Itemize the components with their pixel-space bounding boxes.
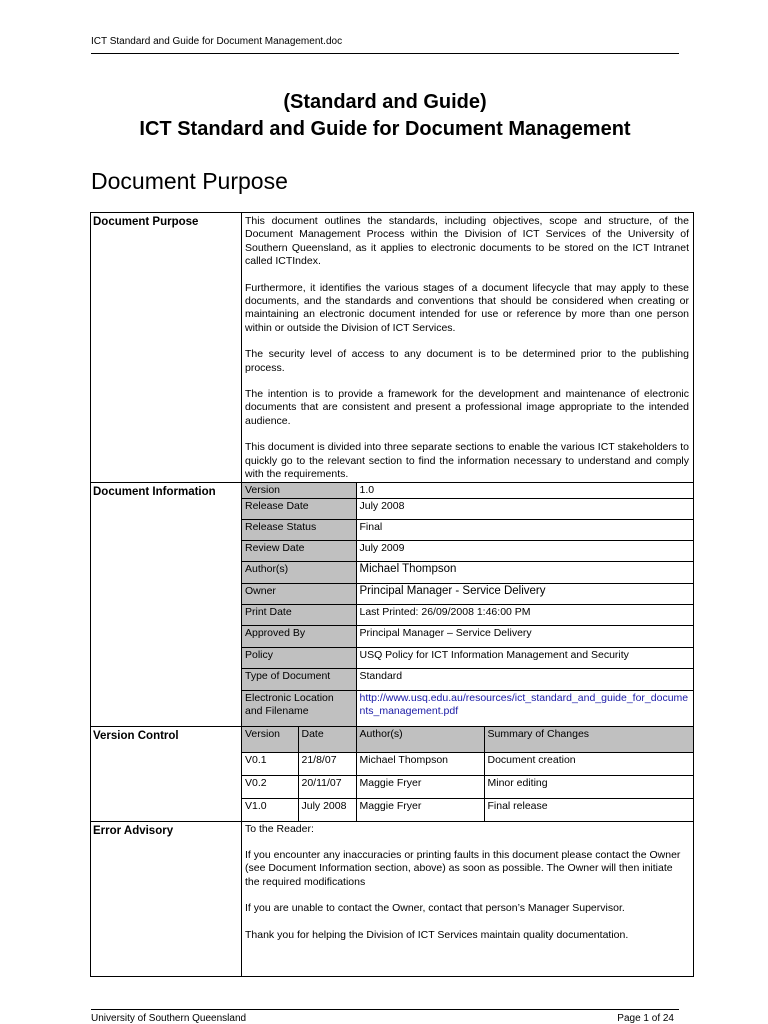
info-row-location [242,691,693,726]
info-row-release-date [242,499,693,520]
purpose-text [242,213,694,483]
date-cell: 21/8/07 [298,753,356,776]
section-heading: Document Purpose [91,168,288,194]
info-label: Document Information [91,482,242,726]
date-cell: July 2008 [298,799,356,821]
info-key: Release Date [242,499,356,520]
info-value: Last Printed: 26/09/2008 1:46:00 PM [356,605,693,626]
doc-subtitle: (Standard and Guide) [283,91,487,113]
advisory-paragraph: If you are unable to contact the Owner, contact that person’s Manager Supervisor. [245,902,625,915]
info-key: Owner [242,584,356,605]
column-header: Author(s) [356,727,484,753]
info-value: July 2008 [356,499,693,520]
info-key: Review Date [242,541,356,562]
info-value: Final [356,520,693,541]
author-cell: Maggie Fryer [356,776,484,799]
info-value: Standard [356,669,693,691]
purpose-paragraph: This document outlines the standards, including objectives, scope and structure, of the Document Management Process within the Division of ICT Services of the University of Southern Queensland, as it applies to electronic documents to be stored on the ICT Intranet called ICTIndex. [245,215,689,268]
info-row-policy [242,648,693,669]
info-value: Principal Manager – Service Delivery [356,626,693,648]
purpose-row [91,213,694,483]
error-advisory-label: Error Advisory [91,821,242,976]
author-cell: Maggie Fryer [356,799,484,821]
info-key: Approved By [242,626,356,648]
footer-organization: University of Southern Queensland [91,1013,247,1024]
purpose-paragraph: This document is divided into three separate sections to enable the various ICT stakeholders to quickly go to the relevant section to find the information necessary to understand and comply with the requirements. [245,441,689,481]
version-header-row [242,727,693,753]
version-row [242,776,693,799]
document-url-link[interactable]: http://www.usq.edu.au/resources/ict_standard_and_guide_for_documents_management.pdf [356,691,693,726]
info-value: Michael Thompson [356,562,693,584]
document-control-table [90,212,694,977]
doc-title: ICT Standard and Guide for Document Management [139,118,631,140]
info-row-owner [242,584,693,605]
info-row-authors [242,562,693,584]
column-header: Date [298,727,356,753]
info-row-review-date [242,541,693,562]
version-cell: V0.1 [242,753,298,776]
info-row-type [242,669,693,691]
info-key: Version [242,483,356,499]
info-key: Electronic Location and Filename [242,691,356,726]
version-control-label: Version Control [91,726,242,821]
info-row [91,482,694,726]
purpose-paragraph: The intention is to provide a framework for the development and maintenance of electronic documents that are consistent and present a professional image appropriate to the intended audience. [245,388,689,427]
footer-rule [91,1009,679,1010]
version-control-table [242,727,693,821]
advisory-paragraph: Thank you for helping the Division of ICT Services maintain quality documentation. [245,928,629,941]
advisory-paragraph: To the Reader: [245,822,314,835]
column-header: Version [242,727,298,753]
page-number: Page 1 of 24 [617,1013,674,1024]
error-advisory-row [91,821,694,976]
info-value: Principal Manager - Service Delivery [356,584,693,605]
purpose-paragraph: Furthermore, it identifies the various stages of a document lifecycle that may apply to these documents, and the standards and conventions that should be considered when creating or maintaining an electronic document intended for use or reference by more than one person within or outside the Division of ICT Services. [245,281,689,334]
info-row-print-date [242,605,693,626]
info-table [242,483,693,726]
info-key: Release Status [242,520,356,541]
info-row-release-status [242,520,693,541]
info-key: Print Date [242,605,356,626]
version-cell: V1.0 [242,799,298,821]
version-control-cell [242,726,694,821]
purpose-paragraph: The security level of access to any document is to be determined prior to the publishing process. [245,348,689,374]
info-key: Author(s) [242,562,356,584]
summary-cell: Document creation [484,753,693,776]
info-row-approved-by [242,626,693,648]
page-header: ICT Standard and Guide for Document Management.doc [91,36,343,47]
info-row-version [242,483,693,499]
date-cell: 20/11/07 [298,776,356,799]
author-cell: Michael Thompson [356,753,484,776]
info-key: Type of Document [242,669,356,691]
header-rule [91,53,679,54]
version-row [242,799,693,821]
info-key: Policy [242,648,356,669]
info-cell [242,482,694,726]
version-cell: V0.2 [242,776,298,799]
summary-cell: Minor editing [484,776,693,799]
summary-cell: Final release [484,799,693,821]
info-value: 1.0 [356,483,693,499]
version-control-row [91,726,694,821]
purpose-label: Document Purpose [91,213,242,483]
info-value: USQ Policy for ICT Information Management and Security [356,648,693,669]
error-advisory-text [242,821,694,976]
info-value: July 2009 [356,541,693,562]
column-header: Summary of Changes [484,727,693,753]
advisory-paragraph: If you encounter any inaccuracies or printing faults in this document please contact the Owner (see Document Information section, above) as soon as possible. The Owner will then initiate the required modifications [245,848,681,888]
version-row [242,753,693,776]
